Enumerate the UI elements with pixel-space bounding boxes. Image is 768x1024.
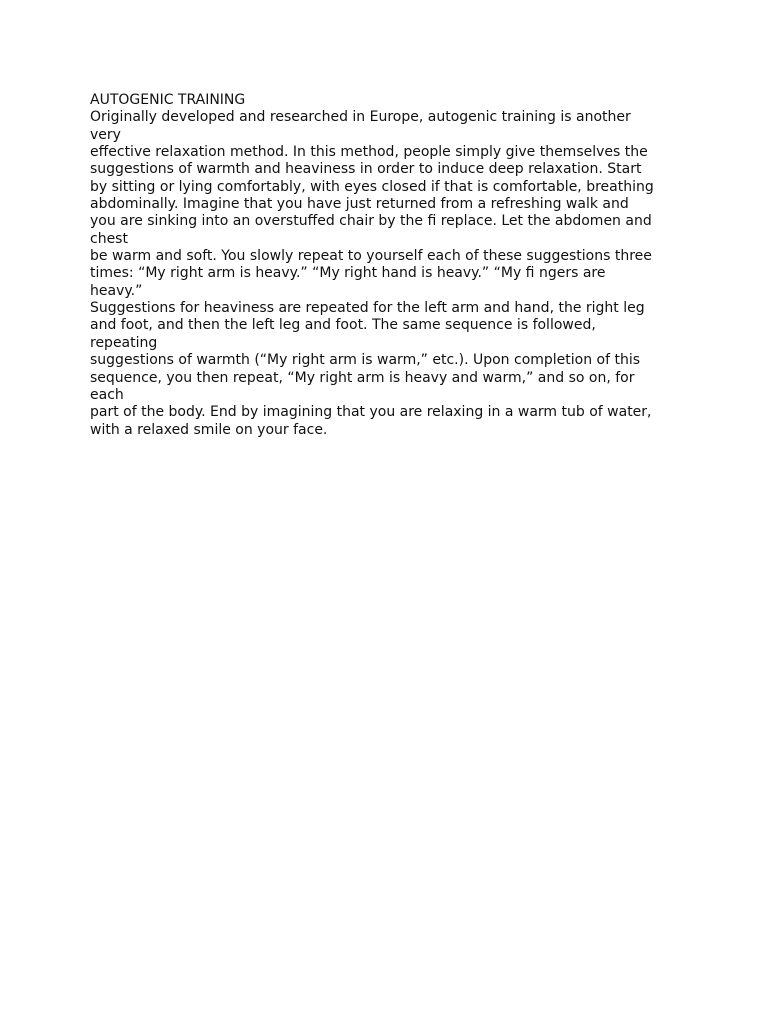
text-line: times: “My right arm is heavy.” “My right hand is heavy.” “My fi ngers are [90, 265, 606, 282]
text-line: Originally developed and researched in Europe, autogenic training is another [90, 109, 631, 126]
text-line: abdominally. Imagine that you have just returned from a refreshing walk and [90, 196, 629, 213]
text-line: heavy.” [90, 282, 143, 299]
text-line: you are sinking into an overstuffed chair by the fi replace. Let the abdomen and [90, 213, 652, 230]
text-line: with a relaxed smile on your face. [90, 421, 328, 438]
text-line: very [90, 126, 121, 143]
text-line: suggestions of warmth and heaviness in order to induce deep relaxation. Start [90, 161, 642, 178]
text-line: effective relaxation method. In this method, people simply give themselves the [90, 144, 648, 161]
document-title: AUTOGENIC TRAINING [90, 92, 246, 108]
text-line: Suggestions for heaviness are repeated for the left arm and hand, the right leg [90, 300, 645, 317]
text-line: chest [90, 230, 128, 247]
text-line: be warm and soft. You slowly repeat to yourself each of these suggestions three [90, 248, 652, 265]
text-line: and foot, and then the left leg and foot. The same sequence is followed, [90, 317, 596, 334]
text-line: part of the body. End by imagining that you are relaxing in a warm tub of water, [90, 404, 652, 421]
text-line: suggestions of warmth (“My right arm is warm,” etc.). Upon completion of this [90, 352, 641, 369]
text-line: by sitting or lying comfortably, with eyes closed if that is comfortable, breathing [90, 178, 654, 195]
text-line: repeating [90, 334, 158, 351]
document-page [90, 92, 690, 439]
text-line: sequence, you then repeat, “My right arm is heavy and warm,” and so on, for [90, 369, 635, 386]
text-line: each [90, 386, 124, 403]
